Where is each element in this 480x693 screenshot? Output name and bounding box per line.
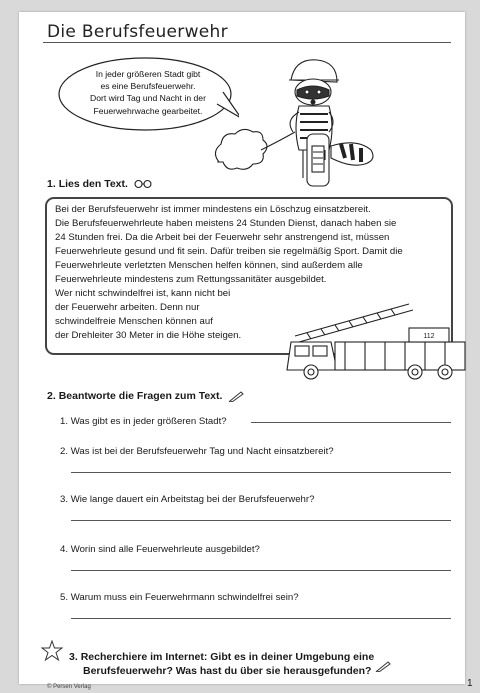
fire-truck-illustration [285, 302, 475, 380]
question-3 [60, 494, 314, 505]
question-1 [60, 416, 227, 427]
bubble-line: Feuerwehrwache gearbeitet. [93, 105, 203, 116]
section-1-heading [47, 178, 152, 190]
question-number: 3. [60, 494, 69, 505]
page-number: 1 [467, 678, 473, 689]
star-icon [41, 640, 63, 662]
section-3-heading [69, 650, 409, 678]
glasses-icon [134, 179, 152, 189]
question-number: 5. [60, 592, 69, 603]
section-number: 2. [47, 390, 56, 402]
bubble-line: es eine Berufsfeuerwehr. [100, 81, 196, 92]
question-text: Worin sind alle Feuerwehrleute ausgebildet? [70, 544, 260, 555]
answer-line[interactable] [251, 422, 451, 423]
section-heading-text: Beantworte die Fragen zum Text. [58, 390, 223, 402]
reading-line: der Drehleiter 30 Meter in die Höhe steigen. [55, 330, 242, 341]
worksheet-page [19, 12, 473, 690]
speech-bubble-text [71, 68, 225, 117]
section-number: 3. [69, 651, 78, 663]
reading-line: Die Berufsfeuerwehrleute haben meistens 24 Stunden Dienst, danach haben sie [55, 218, 397, 229]
answer-line[interactable] [71, 570, 451, 571]
reading-line: 24 Stunden frei. Da die Arbeit bei der Feuerwehr sehr anstrengend ist, müssen [55, 232, 390, 243]
bubble-line: In jeder größeren Stadt gibt [95, 69, 201, 79]
question-text: Was gibt es in jeder größeren Stadt? [70, 416, 227, 427]
section-heading-text: Recherchiere im Internet: Gibt es in deiner Umgebung eine [80, 651, 375, 663]
section-heading-text: Berufsfeuerwehr? Was hast du über sie herausgefunden? [83, 665, 372, 677]
section-number: 1. [47, 178, 56, 190]
answer-line[interactable] [71, 472, 451, 473]
question-number: 2. [60, 446, 69, 457]
reading-line: Wer nicht schwindelfrei ist, kann nicht bei [55, 288, 231, 299]
reading-line: schwindelfreie Menschen können auf [55, 316, 213, 327]
section-heading-text: Lies den Text. [58, 178, 128, 190]
question-text: Was ist bei der Berufsfeuerwehr Tag und Nacht einsatzbereit? [70, 446, 334, 457]
page-title: Die Berufsfeuerwehr [47, 22, 228, 42]
question-number: 4. [60, 544, 69, 555]
pencil-icon [375, 660, 391, 672]
question-number: 1. [60, 416, 69, 427]
bubble-line: Dort wird Tag und Nacht in der [90, 93, 206, 104]
question-4 [60, 544, 260, 555]
title-underline [43, 42, 451, 43]
answer-line[interactable] [71, 618, 451, 619]
publisher-footer: © Persen Verlag [47, 684, 91, 690]
reading-line: Feuerwehrleute gesund und fit sein. Dafür treiben sie regelmäßig Sport. Damit die [55, 246, 403, 257]
raccoon-firefighter-illustration [203, 50, 383, 200]
pencil-icon [228, 390, 244, 402]
question-text: Warum muss ein Feuerwehrmann schwindelfrei sein? [70, 592, 299, 603]
question-text: Wie lange dauert ein Arbeitstag bei der Berufsfeuerwehr? [70, 494, 315, 505]
truck-number-label: 112 [423, 333, 435, 340]
section-2-heading [47, 390, 244, 402]
reading-line: Feuerwehrleute verletzten Menschen helfen können, sind außerdem alle [55, 260, 363, 271]
reading-line: der Feuerwehr arbeiten. Denn nur [55, 302, 200, 313]
reading-line: Feuerwehrleute mindestens zum Rettungssanitäter ausgebildet. [55, 274, 327, 285]
question-2 [60, 446, 334, 457]
answer-line[interactable] [71, 520, 451, 521]
question-5 [60, 592, 299, 603]
reading-line: Bei der Berufsfeuerwehr ist immer mindestens ein Löschzug einsatzbereit. [55, 204, 371, 215]
